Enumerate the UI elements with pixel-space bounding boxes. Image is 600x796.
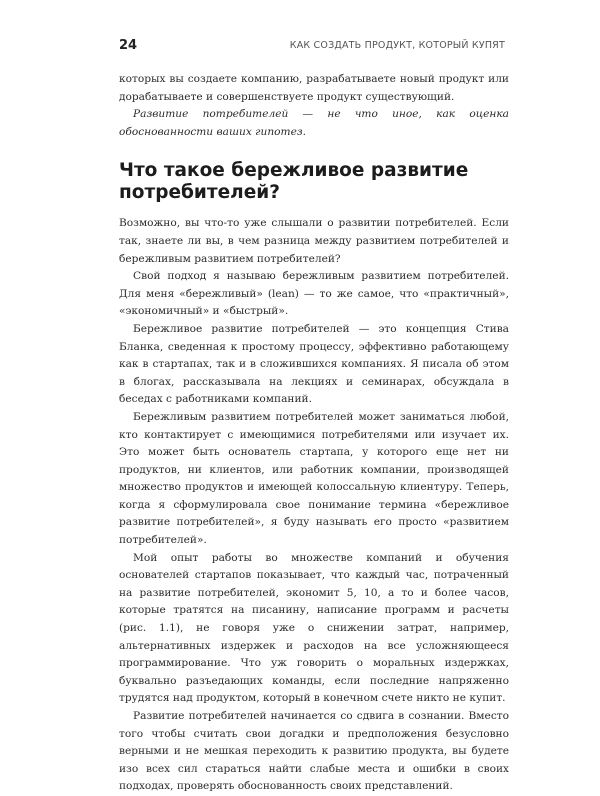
page-header xyxy=(119,38,505,58)
body-paragraph-6: Развитие потребителей начинается со сдвига в сознании. Вместо того чтобы считать свои догадки и предположения безусловно верными и не мешкая переходить к развитию продукта, вы будете изо всех сил стараться найти слабые места и ошибки в своих подходах, проверять обоснованность своих представлений. xyxy=(119,710,509,793)
italic-quote: Развитие потребителей — не что иное, как оценка обоснованности ваших гипотез. xyxy=(119,108,509,138)
continuation-paragraph: которых вы создаете компанию, разрабатываете новый продукт или дорабатываете и совершенствуете продукт существующий. xyxy=(119,73,509,103)
page-number: 24 xyxy=(119,38,138,53)
body-paragraph-5: Мой опыт работы во множестве компаний и обучения основателей стартапов показывает, что каждый час, потраченный на развитие потребителей, экономит 5, 10, а то и более часов, которые тратятся на писанину, написание программ и расчеты (рис. 1.1), не говоря уже о снижении затрат, например, альтернативных издержек и расходов на все усложняющееся программирование. Что уж говорить о моральных издержках, буквально разъедающих команды, если последние напряженно трудятся над продуктом, который в конечном счете никто не купит. xyxy=(119,551,509,705)
body-paragraph-2: Свой подход я называю бережливым развитием потребителей. Для меня «бережливый» (lean) — то же самое, что «практичный», «экономичный» и «быстрый». xyxy=(119,270,509,318)
body-paragraph-3: Бережливое развитие потребителей — это концепция Стива Бланка, сведенная к простому процессу, эффективно работающему как в стартапах, так и в сложившихся компаниях. Я писала об этом в блогах, рассказывала на лекциях и семинарах, обсуждала в беседах с работниками компаний. xyxy=(119,322,509,406)
page-body xyxy=(119,71,509,796)
running-title: КАК СОЗДАТЬ ПРОДУКТ, КОТОРЫЙ КУПЯТ xyxy=(289,40,505,51)
body-paragraph-1: Возможно, вы что-то уже слышали о развитии потребителей. Если так, знаете ли вы, в чем разница между развитием потребителей и бережливым развитием потребителей? xyxy=(119,217,509,265)
section-heading: Что такое бережливое развитие потребителей? xyxy=(119,160,469,204)
body-paragraph-4: Бережливым развитием потребителей может заниматься любой, кто контактирует с имеющимися потребителями или изучает их. Это может быть основатель стартапа, у которого еще нет ни продуктов, ни клиентов, или работник компании, производящей множество продуктов и имеющей колоссальную клиентуру. Теперь, когда я сформулировала свое понимание термина «бережливое развитие потребителей», я буду называть его просто «развитием потребителей». xyxy=(119,410,509,547)
